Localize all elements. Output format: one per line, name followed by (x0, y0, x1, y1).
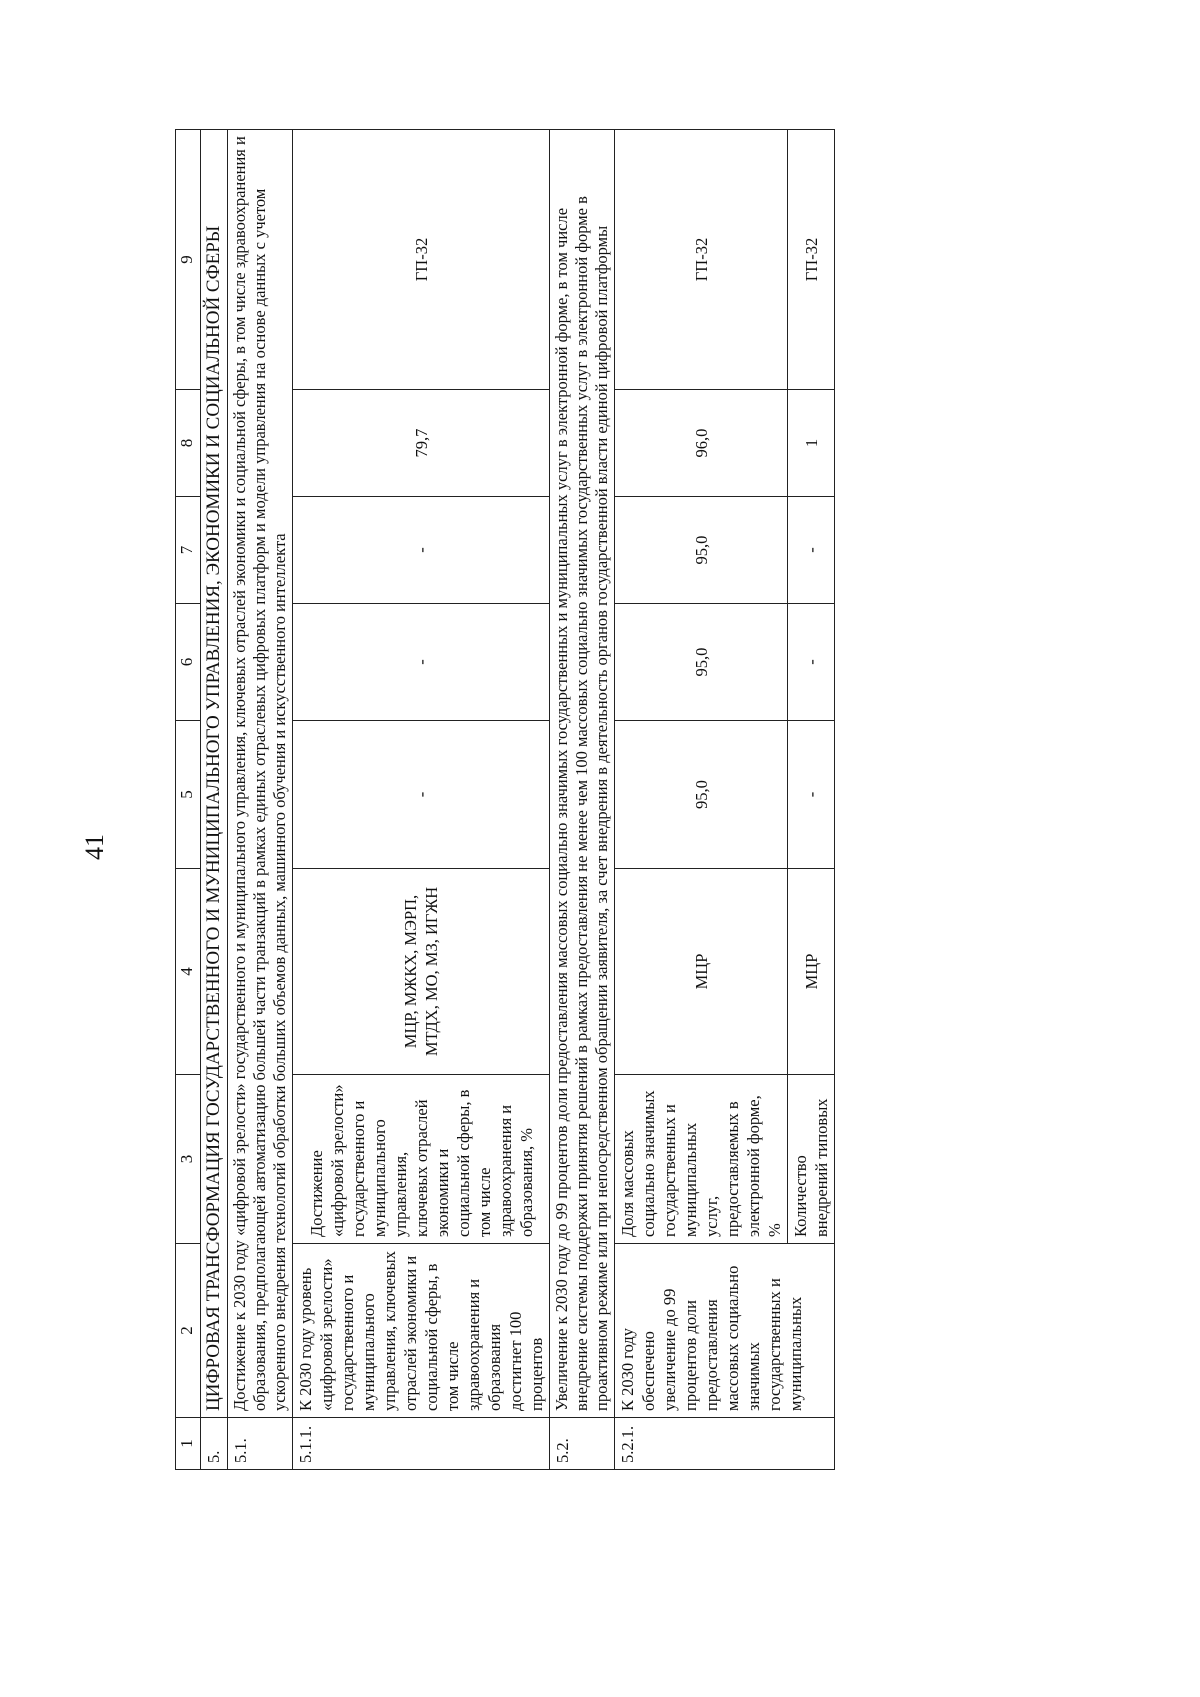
value-cell: 95,0 (615, 497, 788, 604)
value-cell: 96,0 (615, 390, 788, 497)
goal-row (228, 130, 293, 1470)
page-number: 41 (80, 834, 109, 860)
value-cell: - (293, 721, 550, 869)
section-number: 5. (201, 1418, 228, 1470)
value-cell: - (788, 721, 835, 869)
column-number: 1 (176, 1418, 201, 1470)
responsible-bodies: МЦР (615, 869, 788, 1075)
column-number: 9 (176, 130, 201, 390)
responsible-bodies: МЦР, МЖКХ, МЭРП, МТДХ, МО, МЗ, ИГЖН (293, 869, 550, 1075)
program-code: ГП-32 (615, 130, 788, 390)
row-number: 5.2.1. (615, 1418, 835, 1470)
value-cell: 95,0 (615, 604, 788, 721)
value-cell: - (293, 497, 550, 604)
column-number: 3 (176, 1075, 201, 1244)
value-cell: - (788, 604, 835, 721)
expected-result: К 2030 году уровень «цифровой зрелости» государственного и муниципального управления, ключевых отраслей экономики и социальной сферы, в том числе здравоохранения и образования достигнет 100 процентов (293, 1244, 550, 1418)
column-number: 2 (176, 1244, 201, 1418)
goal-number: 5.2. (550, 1418, 615, 1470)
value-cell: 79,7 (293, 390, 550, 497)
section-row (201, 130, 228, 1470)
program-code: ГП-32 (293, 130, 550, 390)
value-cell: 1 (788, 390, 835, 497)
column-number: 8 (176, 390, 201, 497)
indicator-row (615, 130, 788, 1470)
rotated-table-container (175, 130, 831, 1470)
goal-text: Увеличение к 2030 году до 99 процентов доли предоставления массовых социально значимых государственных и муниципальных услуг в электронной форме, в том числе внедрение системы поддержки принятия решений в рамках предоставления не менее чем 100 массовых социально значимых государственных услуг в электронной форме в проактивном режиме или при непосредственном обращении заявителя, за счет внедрения в деятельность органов государственной власти единой цифровой платформы (550, 130, 615, 1418)
program-code: ГП-32 (788, 130, 835, 390)
indicator-name: Доля массовых социально значимых государственных и муниципальных услуг, предоставляемых в электронной форме, % (615, 1075, 788, 1244)
goal-row (550, 130, 615, 1470)
goal-number: 5.1. (228, 1418, 293, 1470)
column-number: 5 (176, 721, 201, 869)
indicator-name: Количество внедрений типовых (788, 1075, 835, 1244)
indicator-row (293, 130, 550, 1470)
value-cell: - (293, 604, 550, 721)
indicator-name: Достижение «цифровой зрелости» государственного и муниципального управления, ключевых отраслей экономики и социальной сферы, в том числе здравоохранения и образования, % (293, 1075, 550, 1244)
column-number: 6 (176, 604, 201, 721)
responsible-bodies: МЦР (788, 869, 835, 1075)
section-title: ЦИФРОВАЯ ТРАНСФОРМАЦИЯ ГОСУДАРСТВЕННОГО И МУНИЦИПАЛЬНОГО УПРАВЛЕНИЯ, ЭКОНОМИКИ И СОЦИАЛЬНОЙ СФЕРЫ (201, 130, 228, 1418)
value-cell: - (788, 497, 835, 604)
column-number: 4 (176, 869, 201, 1075)
column-number: 7 (176, 497, 201, 604)
value-cell: 95,0 (615, 721, 788, 869)
goal-text: Достижение к 2030 году «цифровой зрелости» государственного и муниципального управления, ключевых отраслей экономики и социальной сферы, в том числе здравоохранения и образования, предполагающей автоматизацию большей части транзакций в рамках единых отраслевых цифровых платформ и модели управления на основе данных с учетом ускоренного внедрения технологий обработки больших объемов данных, машинного обучения и искусственного интеллекта (228, 130, 293, 1418)
column-number-row (176, 130, 201, 1470)
targets-table (175, 129, 835, 1470)
expected-result: К 2030 году обеспечено увеличение до 99 процентов доли предоставления массовых социально значимых государственных и муниципальных (615, 1244, 835, 1418)
row-number: 5.1.1. (293, 1418, 550, 1470)
